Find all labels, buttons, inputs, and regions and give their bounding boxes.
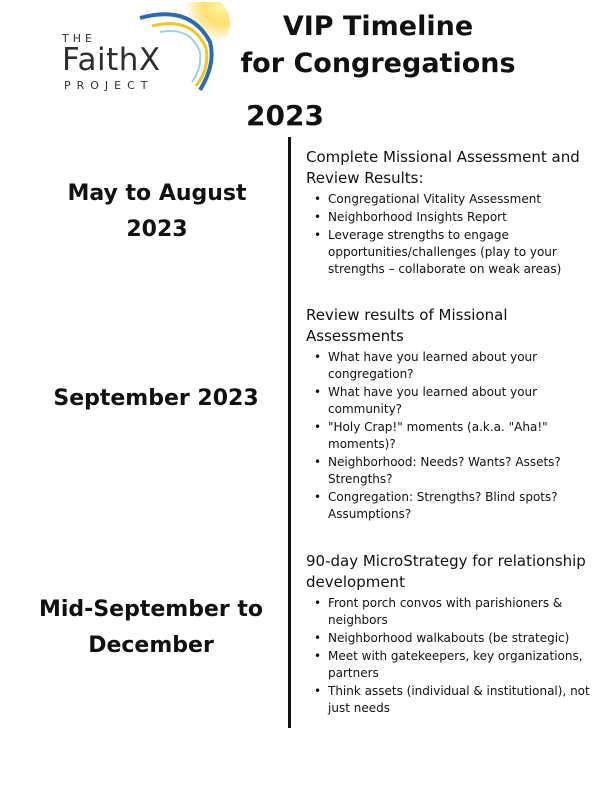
title-year: 2023	[246, 99, 324, 132]
list-item: • "Holy Crap!" moments (a.k.a. "Aha!" moments)?	[306, 419, 602, 453]
block-3-heading: 90-day MicroStrategy for relationship development	[306, 552, 586, 591]
list-item: • Neighborhood: Needs? Wants? Assets? Strengths?	[306, 454, 602, 488]
title-line-2: for Congregations	[240, 48, 516, 79]
page-title	[228, 8, 528, 82]
list-item: • Congregation: Strengths? Blind spots? Assumptions?	[306, 489, 602, 523]
list-item: • What have you learned about your community?	[306, 384, 602, 418]
list-item: • Think assets (individual & institutional), not just needs	[306, 683, 602, 717]
block-3-list	[306, 595, 602, 717]
period-1-line-2: 2023	[126, 217, 188, 242]
faithx-project-logo	[40, 2, 230, 102]
timeline-block-1	[306, 147, 602, 279]
timeline-block-3	[306, 551, 602, 718]
period-label-3	[20, 592, 282, 664]
list-item: • Front porch convos with parishioners & neighbors	[306, 595, 602, 629]
logo-project-text: PROJECT	[64, 79, 154, 92]
period-label-2	[36, 381, 276, 417]
period-2-line-1: September 2023	[53, 386, 259, 411]
period-1-line-1: May to August	[67, 181, 247, 206]
block-2-heading: Review results of Missional Assessments	[306, 306, 508, 345]
timeline-divider	[288, 137, 291, 728]
timeline-block-2	[306, 305, 602, 524]
logo-name-text: FaithX	[62, 42, 161, 78]
list-item: • Congregational Vitality Assessment	[306, 191, 602, 208]
period-3-line-1: Mid-September to	[39, 597, 263, 622]
block-1-heading: Complete Missional Assessment and Review Results:	[306, 148, 580, 187]
block-1-list	[306, 191, 602, 278]
list-item: • What have you learned about your congregation?	[306, 349, 602, 383]
list-item: • Meet with gatekeepers, key organizations, partners	[306, 648, 602, 682]
period-label-1	[50, 176, 264, 248]
period-3-line-2: December	[88, 633, 214, 658]
title-line-1: VIP Timeline	[282, 11, 474, 42]
list-item: • Leverage strengths to engage opportunities/challenges (play to your strengths – collaborate on weak areas)	[306, 227, 602, 278]
list-item: • Neighborhood walkabouts (be strategic)	[306, 630, 602, 647]
list-item: • Neighborhood Insights Report	[306, 209, 602, 226]
logo-the-text: THE	[62, 32, 96, 45]
block-2-list	[306, 349, 602, 523]
